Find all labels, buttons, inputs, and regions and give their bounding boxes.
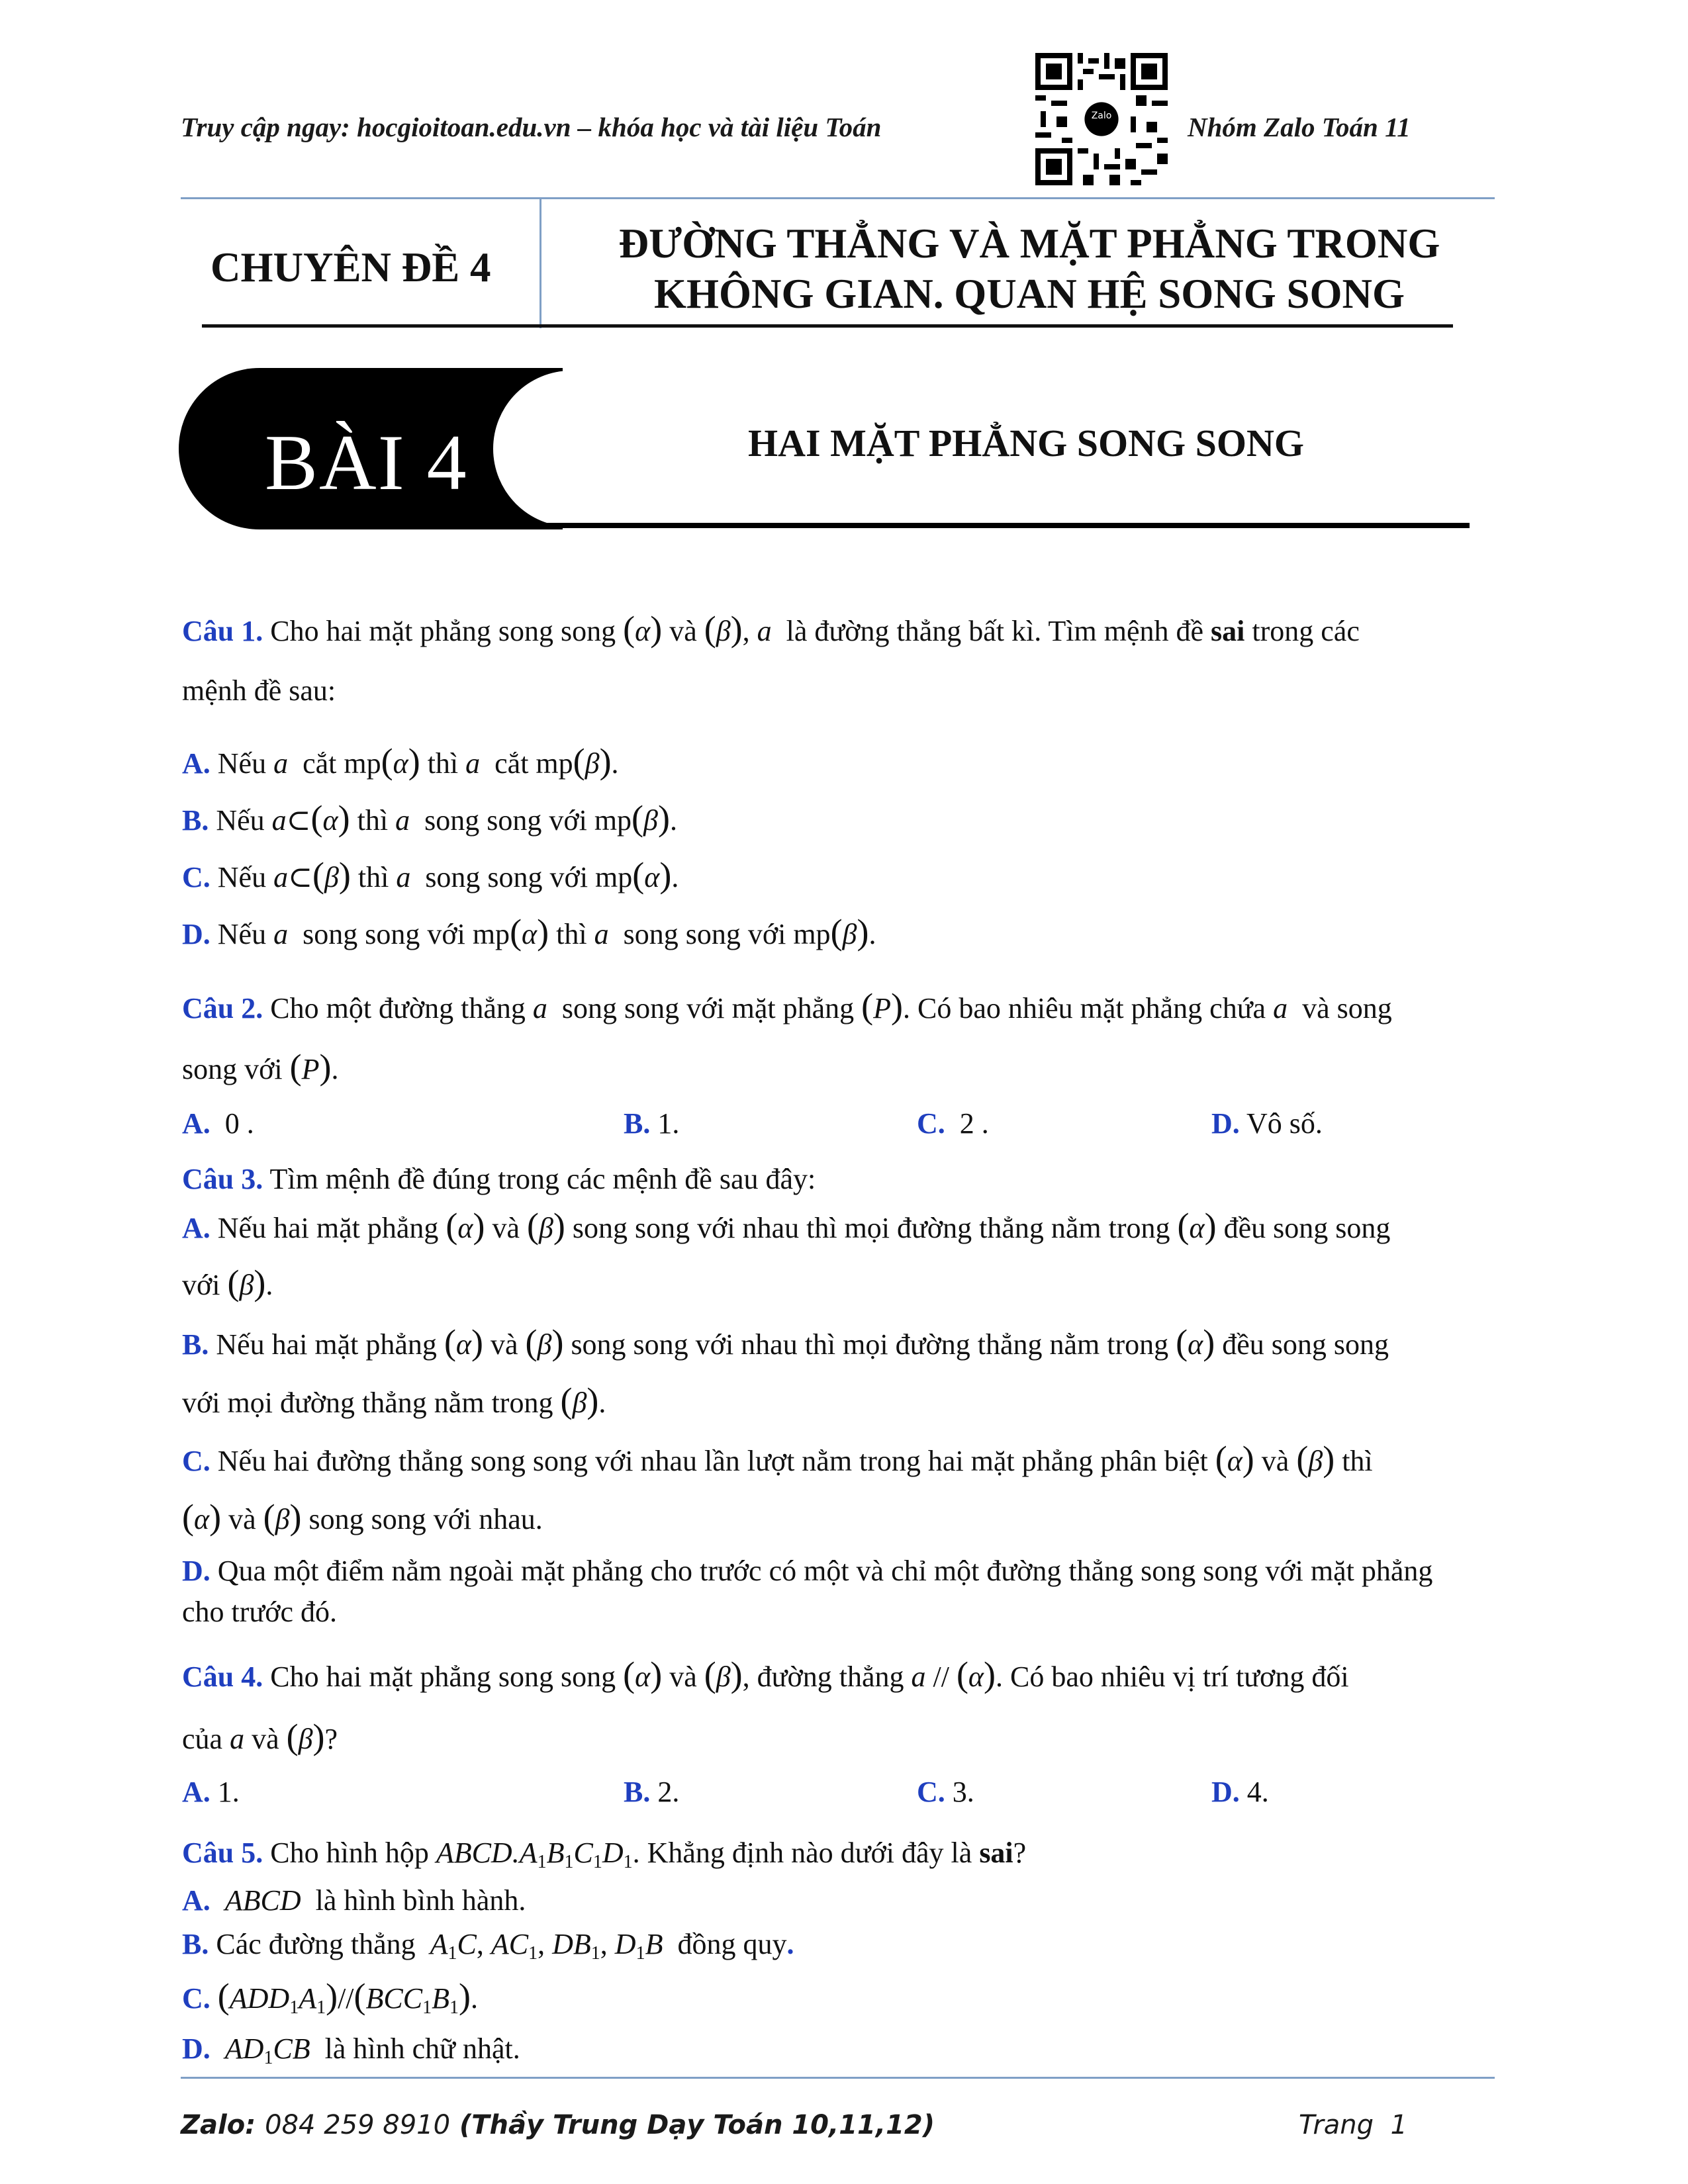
option-label: C. — [182, 861, 211, 893]
option-text: song song với mp — [623, 918, 831, 950]
option-label: A. — [182, 1107, 211, 1140]
option-text: Nếu hai đường thẳng song song với nhau lần lượt nằm trong hai mặt phẳng phân biệt — [217, 1445, 1208, 1477]
question-text: và song — [1302, 992, 1392, 1024]
option-text: song song với mp — [303, 918, 510, 950]
q3-option-c[interactable]: C. Nếu hai đường thẳng song song với nhau lần lượt nằm trong hai mặt phẳng phân biệt (α) và (β) thì — [182, 1439, 1373, 1479]
option-text: song song với mp — [424, 804, 632, 837]
option-text: Nếu — [217, 918, 267, 950]
option-label: B. — [182, 1928, 209, 1960]
option-text: 2. — [657, 1776, 680, 1808]
q5-option-a[interactable]: A. ABCD là hình bình hành. — [182, 1884, 526, 1917]
q4-option-b[interactable] — [624, 1772, 679, 1812]
question-text: của — [182, 1723, 223, 1755]
option-text: đồng quy — [677, 1928, 787, 1960]
question-5: Câu 5. Cho hình hộp $ABCD.A_1B_1C_1D_1$. Khẳng định nào dưới đây là sai? — [182, 1837, 1027, 1872]
q3-option-a-cont: với (β). — [182, 1263, 273, 1302]
footer-divider — [181, 2077, 1495, 2079]
question-text: song song với mặt phẳng — [561, 992, 855, 1024]
option-text: cắt mp — [303, 747, 381, 780]
question-text: và — [252, 1723, 279, 1755]
option-label: A. — [182, 1776, 211, 1808]
q4-option-c[interactable] — [917, 1772, 974, 1812]
footer-teacher: (Thầy Trung Dạy Toán 10,11,12) — [459, 2110, 935, 2140]
question-text: . Khẳng định nào dưới đây là — [632, 1837, 972, 1869]
q2-option-b[interactable] — [624, 1104, 679, 1144]
option-text: Các đường thẳng — [216, 1928, 416, 1960]
chapter-label: CHUYÊN ĐỀ 4 — [211, 244, 491, 291]
option-label: D. — [1211, 1107, 1240, 1140]
option-label: D. — [182, 918, 211, 950]
q3-option-b[interactable]: B. Nếu hai mặt phẳng (α) và (β) song song với nhau thì mọi đường thẳng nằm trong (α) đều song song — [182, 1322, 1389, 1362]
question-text: là đường thẳng bất kì. Tìm mệnh đề — [786, 615, 1204, 647]
q3-option-d[interactable] — [182, 1551, 1526, 1591]
option-label: B. — [182, 1328, 209, 1361]
question-text: Tìm mệnh đề đúng trong các mệnh đề sau đây: — [269, 1163, 816, 1195]
option-label: C. — [182, 1445, 211, 1477]
option-text: cắt mp — [494, 747, 573, 780]
lesson-badge-cutout — [493, 371, 692, 527]
option-text: với mọi đường thẳng nằm trong — [182, 1387, 553, 1419]
question-text: , đường thẳng — [742, 1661, 904, 1693]
option-text: Nếu hai mặt phẳng — [216, 1328, 437, 1361]
lesson-underline — [530, 523, 1470, 528]
q3-option-b-cont: với mọi đường thẳng nằm trong (β). — [182, 1381, 606, 1420]
option-text: thì — [427, 747, 459, 780]
header-divider — [181, 197, 1495, 199]
question-label: Câu 2. — [182, 992, 263, 1024]
q1-option-b[interactable]: B. Nếu a⊂(α) thì a song song với mp(β). — [182, 798, 677, 838]
question-text: Cho hai mặt phẳng song song — [270, 615, 616, 647]
q4-option-d[interactable] — [1211, 1772, 1269, 1812]
option-text: thì — [357, 861, 389, 893]
option-label: B. — [182, 804, 209, 837]
question-text: . Có bao nhiêu vị trí tương đối — [996, 1661, 1349, 1693]
q5-option-b[interactable]: B. Các đường thẳng $A_1C$, $AC_1$, $DB_1$, $D_1B$ đồng quy. — [182, 1928, 794, 1964]
question-text: , — [742, 615, 750, 647]
option-text: với — [182, 1269, 220, 1301]
question-2: Câu 2. Cho một đường thẳng a song song với mặt phẳng (P). Có bao nhiêu mặt phẳng chứa a và song — [182, 986, 1392, 1026]
chapter-underline — [202, 324, 1453, 328]
option-label: D. — [182, 1555, 211, 1587]
option-label: A. — [182, 1212, 211, 1244]
question-text: ? — [324, 1723, 338, 1755]
q5-option-c[interactable]: C. $(ADD_1A_1)//(BCC_1B_1)$. — [182, 1976, 478, 2018]
question-text: và — [669, 615, 697, 647]
q2-option-a[interactable] — [182, 1104, 254, 1144]
question-label: Câu 4. — [182, 1661, 263, 1693]
question-2-cont: song với (P). — [182, 1047, 339, 1087]
q1-option-c[interactable]: C. Nếu a⊂(β) thì a song song với mp(α). — [182, 855, 679, 895]
q5-option-d[interactable]: D. $AD_1CB$ là hình chữ nhật. — [182, 2032, 520, 2068]
footer-contact — [181, 2110, 935, 2140]
emphasis-sai: sai — [979, 1837, 1013, 1869]
question-4: Câu 4. Cho hai mặt phẳng song song (α) và (β), đường thẳng a // (α). Có bao nhiêu vị trí tương đối — [182, 1655, 1349, 1694]
q2-option-d[interactable] — [1211, 1104, 1323, 1144]
option-label: C. — [917, 1107, 945, 1140]
option-text: đều song song — [1223, 1212, 1391, 1244]
lesson-title: HAI MẶT PHẲNG SONG SONG — [748, 422, 1305, 465]
option-label: B. — [624, 1107, 651, 1140]
option-text: Vô số. — [1246, 1107, 1323, 1140]
question-text: ? — [1013, 1837, 1027, 1869]
option-text: và — [1261, 1445, 1289, 1477]
option-text: song song với mp — [425, 861, 633, 893]
page-number: Trang 1 — [1299, 2110, 1407, 2140]
chapter-title-line2: KHÔNG GIAN. QUAN HỆ SONG SONG — [653, 271, 1405, 317]
q1-option-d[interactable]: D. Nếu a song song với mp(α) thì a song song với mp(β). — [182, 912, 876, 952]
question-text: . Có bao nhiêu mặt phẳng chứa — [903, 992, 1266, 1024]
question-text: trong các — [1252, 615, 1360, 647]
footer-zalo-label: Zalo: — [181, 2110, 256, 2140]
chapter-title-line1: ĐƯỜNG THẲNG VÀ MẶT PHẲNG TRONG — [618, 220, 1440, 267]
q3-option-c-cont: (α) và (β) song song với nhau. — [182, 1497, 543, 1537]
option-text: và — [491, 1328, 518, 1361]
question-label: Câu 3. — [182, 1163, 263, 1195]
header-zalo-group: Nhóm Zalo Toán 11 — [1188, 112, 1411, 142]
question-text: Cho hình hộp — [270, 1837, 429, 1869]
question-text: song với — [182, 1053, 283, 1085]
option-label: A. — [182, 1884, 211, 1917]
option-text: 4. — [1246, 1776, 1269, 1808]
lesson-number: BÀI 4 — [265, 418, 468, 506]
option-label: D. — [1211, 1776, 1240, 1808]
question-label: Câu 1. — [182, 615, 263, 647]
emphasis-sai: sai — [1211, 615, 1245, 647]
chapter-vertical-rule — [539, 199, 541, 328]
question-text: và — [669, 1661, 697, 1693]
option-text: 1. — [657, 1107, 680, 1140]
header-site-text: Truy cập ngay: hocgioitoan.edu.vn – khóa học và tài liệu Toán — [181, 112, 882, 142]
option-text: đều song song — [1222, 1328, 1389, 1361]
option-text: Nếu hai mặt phẳng — [217, 1212, 439, 1244]
question-label: Câu 5. — [182, 1837, 263, 1869]
q3-option-d-cont: cho trước đó. — [182, 1596, 338, 1628]
option-label: D. — [182, 2032, 211, 2065]
option-text: và — [228, 1503, 256, 1535]
option-text: thì — [357, 804, 389, 837]
question-text: Cho một đường thẳng — [270, 992, 526, 1024]
option-text: Nếu — [217, 747, 267, 780]
q4-option-a[interactable] — [182, 1772, 240, 1812]
question-4-cont: của a và (β)? — [182, 1717, 338, 1756]
option-text: 3. — [952, 1776, 974, 1808]
question-1: Câu 1. Cho hai mặt phẳng song song (α) và (β), a là đường thẳng bất kì. Tìm mệnh đề sai trong các — [182, 609, 1360, 649]
option-text: song song với nhau. — [308, 1503, 543, 1535]
q2-option-c[interactable] — [917, 1104, 989, 1144]
option-label: A. — [182, 747, 211, 780]
question-3 — [182, 1160, 816, 1199]
option-text: thì — [1342, 1445, 1373, 1477]
option-text: Nếu — [217, 861, 267, 893]
option-label: C. — [917, 1776, 945, 1808]
option-text: là hình chữ nhật. — [324, 2032, 520, 2065]
chapter-title — [549, 218, 1509, 319]
qr-code — [1035, 53, 1168, 185]
q1-option-a[interactable]: A. Nếu a cắt mp(α) thì a cắt mp(β). — [182, 741, 619, 781]
option-label: C. — [182, 1982, 211, 2015]
option-text: Nếu — [216, 804, 265, 837]
option-text: Qua một điểm nằm ngoài mặt phẳng cho trước có một và chỉ một đường thẳng song song với mặt phẳng — [217, 1555, 1433, 1587]
question-text: Cho hai mặt phẳng song song — [270, 1661, 616, 1693]
option-text: 0 . — [224, 1107, 254, 1140]
q3-option-a[interactable]: A. Nếu hai mặt phẳng (α) và (β) song song với nhau thì mọi đường thẳng nằm trong (α) đều song song — [182, 1206, 1391, 1246]
question-1-cont: mệnh đề sau: — [182, 674, 336, 707]
footer-phone: 084 259 8910 — [265, 2110, 451, 2140]
option-text: 2 . — [959, 1107, 989, 1140]
option-text: thì — [556, 918, 587, 950]
option-text: song song với nhau thì mọi đường thẳng nằm trong — [571, 1328, 1169, 1361]
option-label: B. — [624, 1776, 651, 1808]
qr-zalo-badge: Zalo — [1091, 111, 1112, 121]
option-text: 1. — [217, 1776, 240, 1808]
option-text: song song với nhau thì mọi đường thẳng nằm trong — [572, 1212, 1170, 1244]
option-text: và — [492, 1212, 520, 1244]
option-text: là hình bình hành. — [315, 1884, 526, 1917]
